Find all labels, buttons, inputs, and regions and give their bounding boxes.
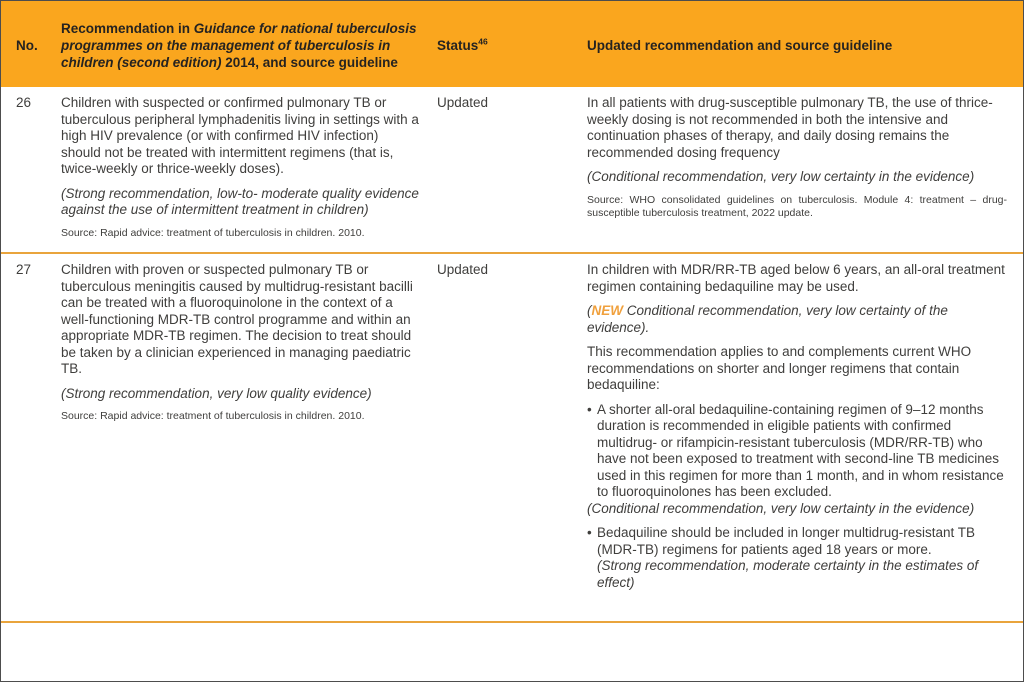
recommendation-header-suffix: 2014, and source guideline [221, 54, 398, 70]
recommendation-header-prefix: Recommendation in [61, 20, 194, 36]
status-value: Updated [437, 95, 489, 110]
recommendation-text: Children with suspected or confirmed pulmonary TB or tuberculous peripheral lymphadenitis living in settings with a high HIV prevalence (or with confirmed HIV infection) should not be treated with intermittent regimens (that is, twice-weekly or thrice-weekly doses). [61, 95, 419, 176]
row-number-value: 26 [16, 95, 32, 110]
updated-note [587, 303, 1007, 336]
table-header [1, 1, 1023, 87]
bullet-note: (Conditional recommendation, very low certainty in the evidence) [587, 500, 975, 516]
recommendation-header-title: Guidance for national tuberculosis programmes on the management of tuberculosis in children (second edition) [61, 20, 417, 70]
bullet-icon: • [587, 401, 592, 417]
updated-text: In all patients with drug-susceptible pulmonary TB, the use of thrice-weekly dosing is not recommended in both the intensive and continuation phases of therapy, and daily dosing remains the recommended dosing frequency [587, 95, 993, 160]
note-open-paren: ( [587, 303, 592, 318]
table-row-26 [1, 87, 1023, 254]
recommendation-note: (Strong recommendation, very low quality evidence) [61, 385, 372, 401]
column-header-recommendation [61, 18, 429, 71]
column-header-no [1, 35, 61, 54]
updated-recommendation-cell [586, 95, 1023, 240]
bullet-icon: • [587, 525, 592, 540]
status-header-label: Status [437, 37, 479, 53]
status-value: Updated [437, 262, 489, 277]
note-rest: Conditional recommendation, very low certainty of the evidence). [587, 303, 948, 335]
updated-header-label: Updated recommendation and source guideline [587, 37, 893, 53]
recommendation-source: Source: Rapid advice: treatment of tuberculosis in children. 2010. [61, 226, 365, 239]
column-header-updated [586, 35, 1023, 54]
recommendation-cell [61, 95, 429, 240]
bullet-note-inline: (Strong recommendation, moderate certainty in the estimates of effect) [597, 558, 979, 590]
recommendation-text: Children with proven or suspected pulmonary TB or tuberculous meningitis caused by multidrug-resistant bacilli can be treated with a fluoroquinolone in the context of a well-functioning MDR-TB control programme and within an appropriate MDR-TB regimen. The decision to treat should be taken by a clinician experienced in managing paediatric TB. [61, 262, 413, 376]
updated-source: Source: WHO consolidated guidelines on tuberculosis. Module 4: treatment – drug-susceptible tuberculosis treatment, 2022 update. [587, 193, 1007, 219]
recommendation-source: Source: Rapid advice: treatment of tuberculosis in children. 2010. [61, 410, 365, 422]
updated-note: (Conditional recommendation, very low certainty in the evidence) [587, 169, 975, 184]
bullet-text: Bedaquiline should be included in longer multidrug-resistant TB (MDR-TB) regimens for patients aged 18 years or more. [597, 525, 975, 557]
row-number-value: 27 [16, 262, 32, 277]
row-number [1, 95, 61, 240]
bullet-item [587, 525, 1007, 591]
updated-recommendation-cell [586, 262, 1023, 591]
updated-applies-text: This recommendation applies to and complements current WHO recommendations on shorter and longer regimens that contain bedaquiline: [587, 344, 972, 392]
bullet-item [587, 402, 1007, 501]
status-cell [429, 95, 586, 240]
updated-text: In children with MDR/RR-TB aged below 6 years, an all-oral treatment regimen containing bedaquiline may be used. [587, 262, 1005, 294]
status-cell [429, 262, 586, 591]
column-header-no-label: No. [16, 37, 38, 53]
new-badge: NEW [591, 303, 623, 318]
bullet-text: A shorter all-oral bedaquiline-containing regimen of 9–12 months duration is recommended in eligible patients with confirmed multidrug- or rifampicin-resistant tuberculosis (MDR/RR-TB) who have not been exposed to treatment with second-line TB medicines used in this regimen for more than 1 month, and in whom resistance to fluoroquinolones has been excluded. [597, 401, 1004, 499]
table-row-27 [1, 254, 1023, 623]
row-number [1, 262, 61, 591]
status-footnote-marker: 46 [478, 36, 488, 46]
column-header-status [429, 35, 586, 54]
bullet-text-wrap [597, 525, 1007, 591]
recommendation-cell [61, 262, 429, 591]
recommendation-note: (Strong recommendation, low-to- moderate quality evidence against the use of intermittent treatment in children) [61, 185, 419, 217]
